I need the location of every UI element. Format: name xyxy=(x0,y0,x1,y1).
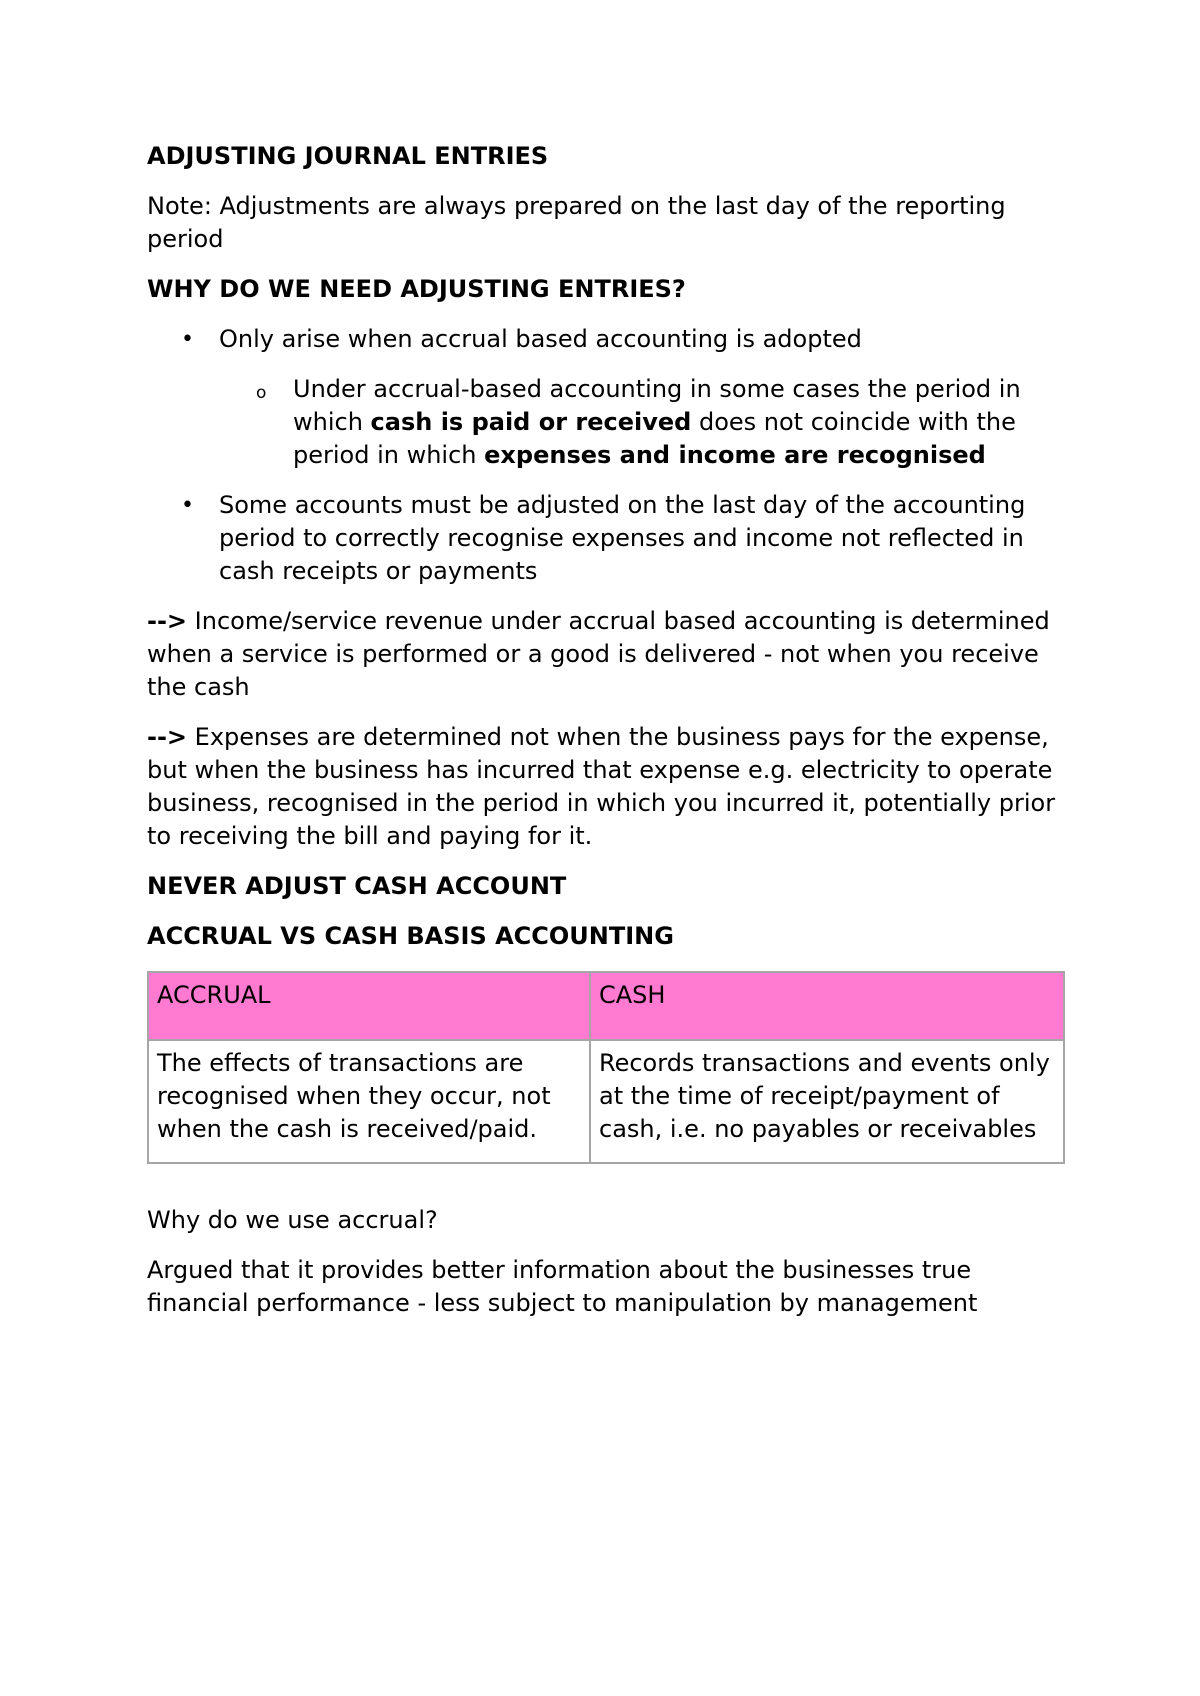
why-accrual-answer: Argued that it provides better information about the businesses true financial performance - less subject to manipulation by management xyxy=(147,1256,978,1317)
sub-list-item xyxy=(219,373,1067,472)
sub-bold-2: expenses and income are recognised xyxy=(484,441,986,469)
income-paragraph xyxy=(147,605,1067,704)
bullet-icon: • xyxy=(181,327,194,352)
sub-text-2: does not coincide with the period in which xyxy=(293,408,1016,469)
sub-text-1: Under accrual-based accounting in some cases the period in which xyxy=(293,375,1021,436)
list-item xyxy=(147,489,1067,588)
document-title: ADJUSTING JOURNAL ENTRIES xyxy=(147,142,549,170)
sub-bold-1: cash is paid or received xyxy=(370,408,692,436)
table-cell-accrual: The effects of transactions are recognised when they occur, not when the cash is received/paid. xyxy=(148,1040,590,1163)
bullet-text: Some accounts must be adjusted on the last day of the accounting period to correctly recognise expenses and income not reflected in cash receipts or payments xyxy=(219,491,1026,585)
bullet-icon: • xyxy=(181,493,194,518)
table-header-cash: CASH xyxy=(590,972,1064,1040)
comparison-table xyxy=(147,971,1065,1164)
table-cell-cash: Records transactions and events only at the time of receipt/payment of cash, i.e. no payables or receivables xyxy=(590,1040,1064,1163)
income-text: Income/service revenue under accrual based accounting is determined when a service is performed or a good is delivered - not when you receive the cash xyxy=(147,607,1050,701)
bullet-text: Only arise when accrual based accounting is adopted xyxy=(219,325,862,353)
list-item xyxy=(147,323,1067,472)
document-page xyxy=(147,140,1067,1337)
reasons-list xyxy=(147,323,1067,588)
expense-paragraph xyxy=(147,721,1067,853)
why-accrual-question: Why do we use accrual? xyxy=(147,1206,438,1234)
why-heading: WHY DO WE NEED ADJUSTING ENTRIES? xyxy=(147,275,686,303)
table-header-accrual: ACCRUAL xyxy=(148,972,590,1040)
never-adjust-heading: NEVER ADJUST CASH ACCOUNT xyxy=(147,872,567,900)
sub-bullet-icon: o xyxy=(256,383,267,403)
arrow-marker: --> xyxy=(147,723,188,751)
table-row xyxy=(148,1040,1064,1163)
note-paragraph: Note: Adjustments are always prepared on the last day of the reporting period xyxy=(147,192,1006,253)
expense-text: Expenses are determined not when the business pays for the expense, but when the business has incurred that expense e.g. electricity to operate business, recognised in the period in which you incurred it, potentially prior to receiving the bill and paying for it. xyxy=(147,723,1056,850)
arrow-marker: --> xyxy=(147,607,188,635)
sub-list xyxy=(219,373,1067,472)
compare-heading: ACCRUAL VS CASH BASIS ACCOUNTING xyxy=(147,922,674,950)
table-header-row xyxy=(148,972,1064,1040)
